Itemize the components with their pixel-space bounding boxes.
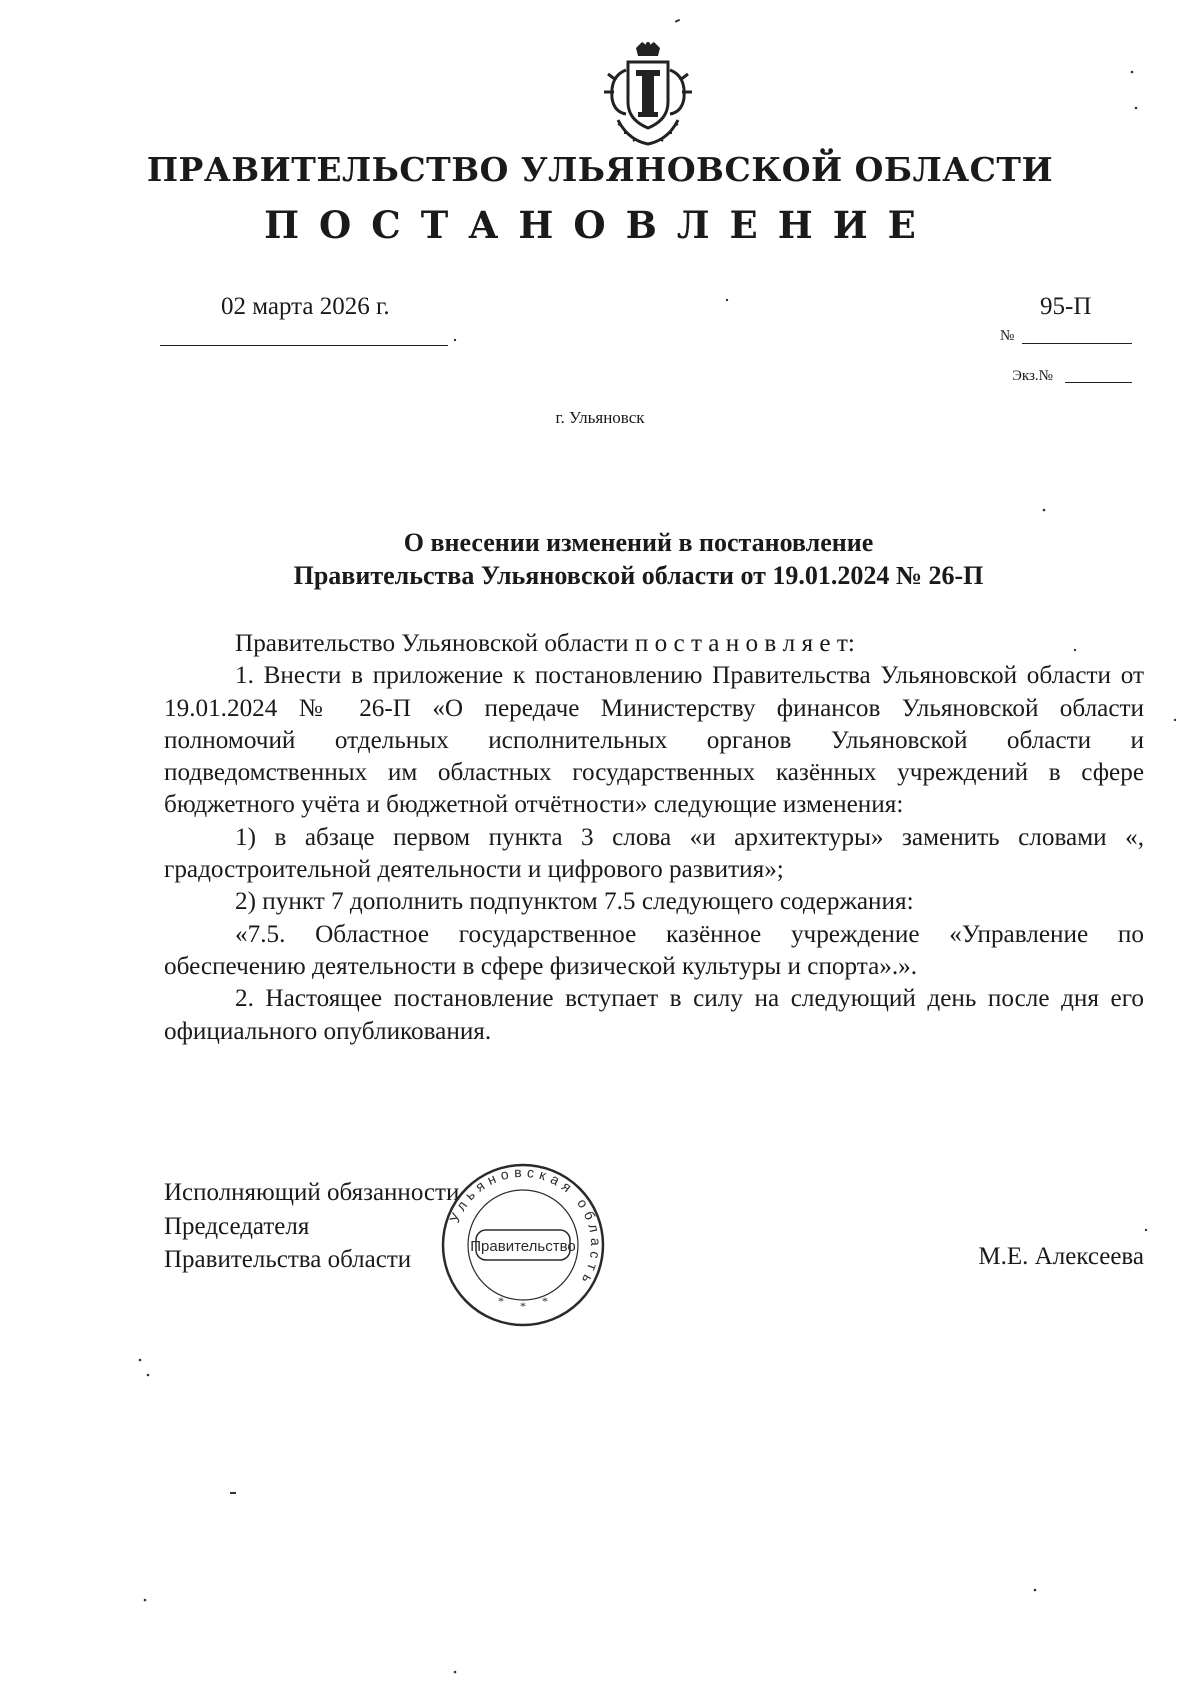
paragraph-1-item-1: 1) в абзаце первом пункта 3 слова «и архитектуры» заменить словами «, градостроительной деятельности и цифрового развития»; <box>164 823 1144 884</box>
date-underline <box>160 345 448 346</box>
paragraph-1-item-2: 2) пункт 7 дополнить подпунктом 7.5 следующего содержания: <box>235 888 914 916</box>
heading-line-1: О внесении изменений в постановление <box>403 528 874 557</box>
paragraph-1: 1. Внести в приложение к постановлению Правительства Ульяновской области от 19.01.2024 № 26-П «О передаче Министерству финансов Ульяновской области полномочий отдельных исполнительных органов Ульяновской области и подведомственных им областных государственных казённых учреждений в сфере бюджетного учёта и бюджетной отчётности» следующие изменения: <box>164 662 1144 819</box>
intro-paragraph: Правительство Ульяновской области п о с т а н о в л я е т: <box>235 630 855 657</box>
copy-number-underline <box>1065 382 1132 383</box>
paragraph-2: 2. Настоящее постановление вступает в силу на следующий день после дня его официального опубликования. <box>164 985 1144 1045</box>
signatory-name: М.Е. Алексеева <box>978 1243 1144 1270</box>
document-body <box>164 628 1144 1048</box>
document-number: 95-П <box>1040 293 1092 320</box>
heading-line-2: Правительства Ульяновской области от 19.01.2024 № 26-П <box>293 561 984 590</box>
copy-number-label: Экз.№ <box>1012 368 1053 384</box>
official-seal <box>438 1160 608 1330</box>
paragraph-1-item-2-quote: «7.5. Областное государственное казённое учреждение «Управление по обеспечению деятельности в сфере физической культуры и спорта».». <box>164 920 1144 980</box>
signatory-position <box>164 1176 459 1277</box>
svg-text:*: * <box>520 1299 526 1313</box>
seal-ring-text: Ульяновская область <box>446 1163 605 1291</box>
seal-center-text: Правительство <box>470 1238 576 1255</box>
signatory-line-3: Правительства области <box>164 1246 412 1273</box>
document-date: 02 марта 2026 г. <box>221 293 390 320</box>
svg-text:*: * <box>498 1294 504 1308</box>
coat-of-arms-emblem <box>598 40 698 150</box>
government-title: ПРАВИТЕЛЬСТВО УЛЬЯНОВСКОЙ ОБЛАСТИ <box>146 150 1054 189</box>
city-name: г. Ульяновск <box>555 408 645 427</box>
number-underline <box>1022 343 1132 344</box>
svg-text:Ульяновская область <box>446 1164 604 1291</box>
document-type: ПОСТАНОВЛЕНИЕ <box>264 203 936 247</box>
signatory-line-1: Исполняющий обязанности <box>164 1179 460 1206</box>
svg-text:*: * <box>542 1294 548 1308</box>
document-heading <box>160 526 1117 592</box>
number-label: № <box>1000 328 1015 344</box>
signatory-line-2: Председателя <box>164 1212 310 1240</box>
